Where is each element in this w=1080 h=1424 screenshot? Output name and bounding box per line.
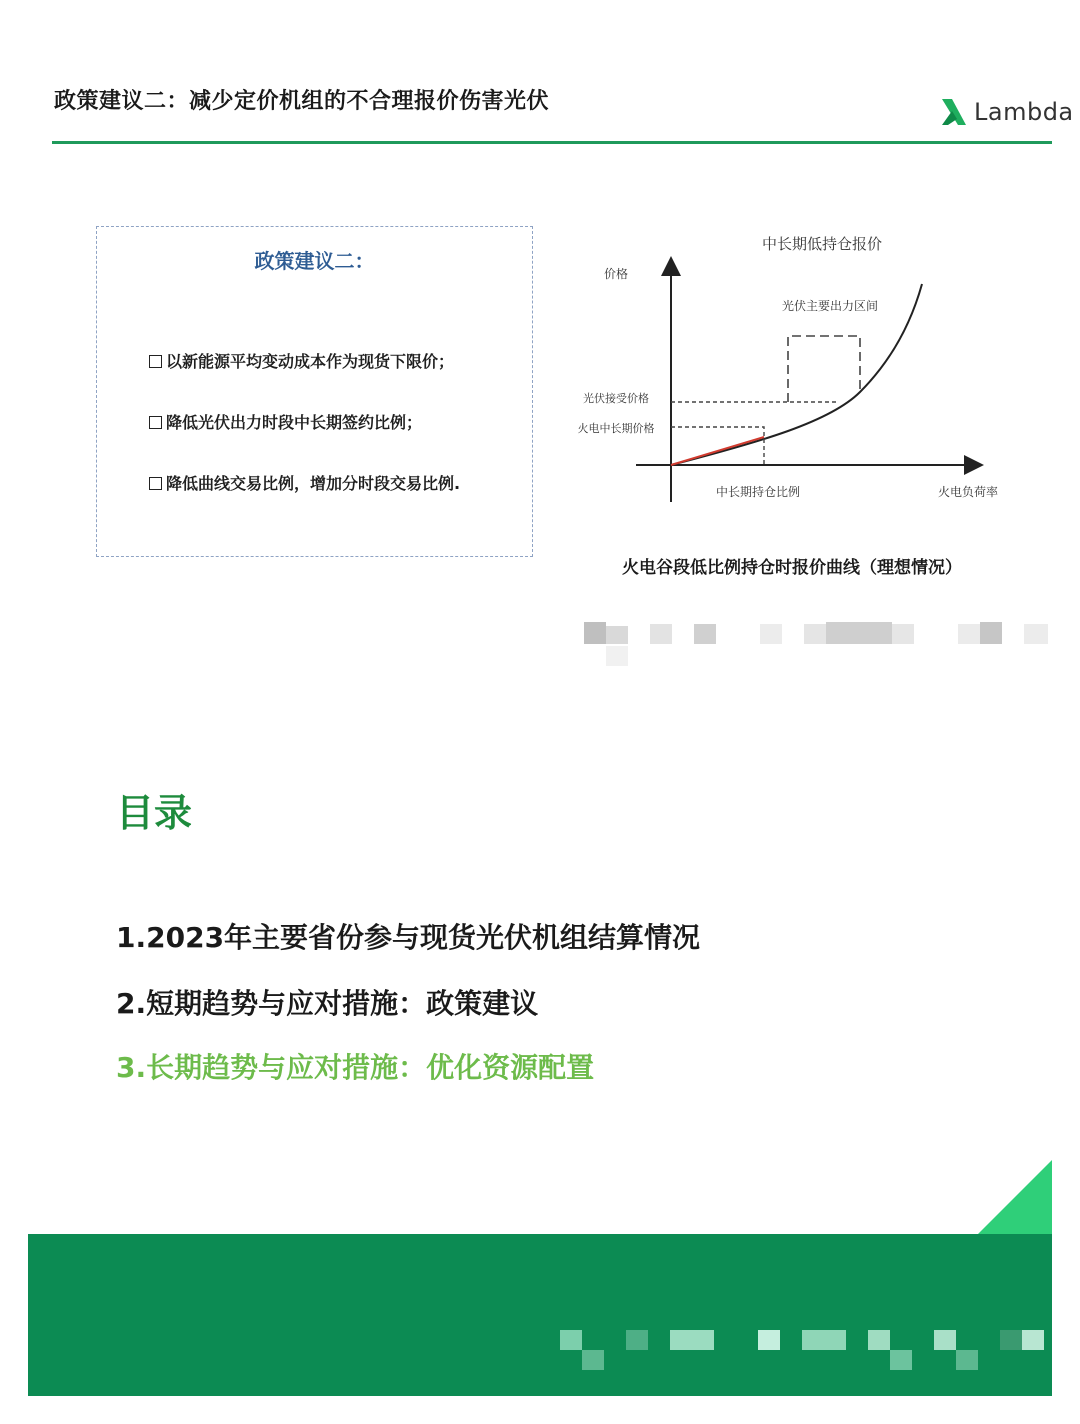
policy-item-text: 降低光伏出力时段中长期签约比例； [166, 413, 423, 432]
header-divider [52, 141, 1052, 144]
x-axis-label: 火电负荷率 [937, 485, 999, 499]
policy-box-title: 政策建议二： [254, 249, 375, 273]
thermal-contract-segment [671, 437, 764, 465]
policy-item-text: 以新能源平均变动成本作为现货下限价； [166, 352, 455, 371]
thermal-price-label: 火电中长期价格 [577, 422, 655, 435]
bid-curve-chart [560, 222, 1020, 522]
toc-item-1: 1.2023年主要省份参与现货光伏机组结算情况 [116, 921, 701, 954]
footer-accent-triangle [978, 1160, 1052, 1234]
toc-title: 目录 [116, 791, 193, 835]
blurred-watermark [584, 622, 1050, 668]
checkbox-bullet-icon [149, 355, 162, 368]
policy-item [149, 410, 422, 433]
policy-item-text: 降低曲线交易比例，增加分时段交易比例. [166, 474, 461, 493]
chart-caption: 火电谷段低比例持仓时报价曲线（理想情况） [622, 558, 962, 578]
pv-output-zone [788, 336, 860, 402]
checkbox-bullet-icon [149, 477, 162, 490]
slide-title: 政策建议二：减少定价机组的不合理报价伤害光伏 [54, 89, 550, 114]
toc-item-2: 2.短期趋势与应对措施：政策建议 [116, 987, 539, 1020]
policy-item [149, 471, 460, 494]
toc-item-3: 3.长期趋势与应对措施：优化资源配置 [116, 1051, 595, 1084]
thermal-price-guide [671, 427, 764, 465]
policy-box [96, 226, 533, 557]
contract-ratio-label: 中长期持仓比例 [715, 485, 801, 499]
pv-output-zone-label: 光伏主要出力区间 [781, 299, 879, 313]
footer-blurred-watermark [560, 1328, 1050, 1372]
pv-accept-price-label: 光伏接受价格 [583, 392, 649, 405]
policy-item [149, 349, 454, 372]
lambda-logo-icon [938, 97, 970, 127]
y-axis-label: 价格 [603, 267, 629, 281]
chart-title: 中长期低持仓报价 [761, 235, 883, 253]
logo-text: Lambda [974, 98, 1074, 126]
lambda-logo [938, 94, 1074, 130]
checkbox-bullet-icon [149, 416, 162, 429]
